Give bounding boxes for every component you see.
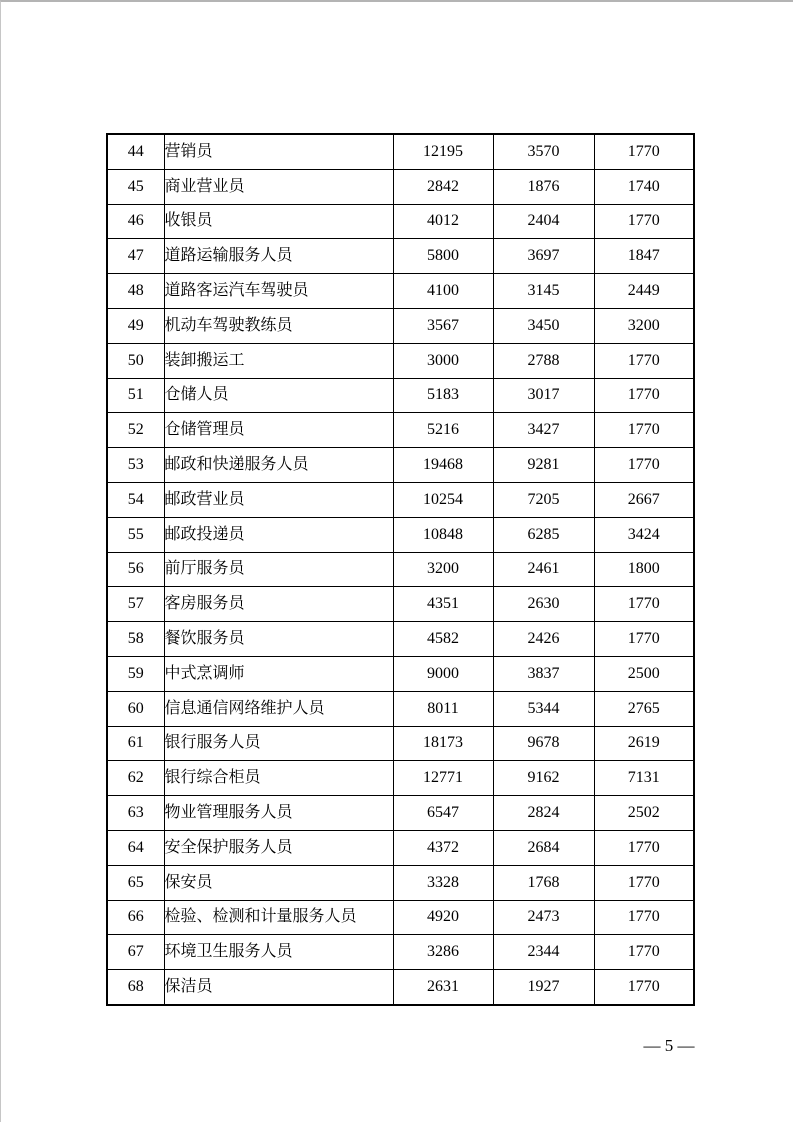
table-row [107, 378, 694, 413]
row-number-cell: 60 [107, 691, 164, 726]
occupation-cell: 前厅服务员 [164, 552, 393, 587]
value-cell: 2619 [594, 726, 694, 761]
value-cell: 2461 [493, 552, 594, 587]
value-cell: 1800 [594, 552, 694, 587]
value-cell: 2765 [594, 691, 694, 726]
value-cell: 3570 [493, 134, 594, 169]
table-row [107, 134, 694, 169]
value-cell: 1770 [594, 865, 694, 900]
value-cell: 4012 [393, 204, 493, 239]
occupation-cell: 物业管理服务人员 [164, 796, 393, 831]
row-number-cell: 47 [107, 239, 164, 274]
table-row [107, 517, 694, 552]
value-cell: 4351 [393, 587, 493, 622]
value-cell: 3427 [493, 413, 594, 448]
value-cell: 2842 [393, 169, 493, 204]
occupation-cell: 邮政营业员 [164, 482, 393, 517]
table-row [107, 204, 694, 239]
value-cell: 1770 [594, 587, 694, 622]
value-cell: 1770 [594, 343, 694, 378]
value-cell: 3424 [594, 517, 694, 552]
page-number: — 5 — [643, 1036, 695, 1055]
row-number-cell: 53 [107, 448, 164, 483]
value-cell: 1770 [594, 413, 694, 448]
value-cell: 3567 [393, 308, 493, 343]
value-cell: 9678 [493, 726, 594, 761]
value-cell: 1770 [594, 204, 694, 239]
row-number-cell: 49 [107, 308, 164, 343]
occupation-cell: 邮政和快递服务人员 [164, 448, 393, 483]
value-cell: 1770 [594, 134, 694, 169]
row-number-cell: 55 [107, 517, 164, 552]
table-row [107, 169, 694, 204]
table-row [107, 448, 694, 483]
value-cell: 1770 [594, 448, 694, 483]
value-cell: 2426 [493, 622, 594, 657]
occupation-cell: 检验、检测和计量服务人员 [164, 900, 393, 935]
occupation-cell: 安全保护服务人员 [164, 830, 393, 865]
value-cell: 1770 [594, 830, 694, 865]
row-number-cell: 62 [107, 761, 164, 796]
value-cell: 2404 [493, 204, 594, 239]
row-number-cell: 68 [107, 970, 164, 1005]
value-cell: 5183 [393, 378, 493, 413]
value-cell: 1770 [594, 970, 694, 1005]
value-cell: 8011 [393, 691, 493, 726]
occupation-cell: 保洁员 [164, 970, 393, 1005]
value-cell: 10848 [393, 517, 493, 552]
row-number-cell: 48 [107, 274, 164, 309]
value-cell: 3837 [493, 656, 594, 691]
value-cell: 10254 [393, 482, 493, 517]
occupation-cell: 银行综合柜员 [164, 761, 393, 796]
table-row [107, 970, 694, 1005]
value-cell: 5344 [493, 691, 594, 726]
row-number-cell: 58 [107, 622, 164, 657]
value-cell: 2473 [493, 900, 594, 935]
occupation-cell: 客房服务员 [164, 587, 393, 622]
occupation-cell: 信息通信网络维护人员 [164, 691, 393, 726]
value-cell: 1927 [493, 970, 594, 1005]
value-cell: 4372 [393, 830, 493, 865]
value-cell: 2500 [594, 656, 694, 691]
row-number-cell: 65 [107, 865, 164, 900]
value-cell: 2684 [493, 830, 594, 865]
value-cell: 4920 [393, 900, 493, 935]
value-cell: 7131 [594, 761, 694, 796]
value-cell: 7205 [493, 482, 594, 517]
value-cell: 1770 [594, 378, 694, 413]
value-cell: 1770 [594, 622, 694, 657]
table-row [107, 691, 694, 726]
value-cell: 9281 [493, 448, 594, 483]
table-row [107, 796, 694, 831]
value-cell: 6547 [393, 796, 493, 831]
value-cell: 2630 [493, 587, 594, 622]
occupation-cell: 餐饮服务员 [164, 622, 393, 657]
table-row [107, 865, 694, 900]
value-cell: 3450 [493, 308, 594, 343]
value-cell: 2449 [594, 274, 694, 309]
row-number-cell: 56 [107, 552, 164, 587]
value-cell: 5216 [393, 413, 493, 448]
occupation-cell: 银行服务人员 [164, 726, 393, 761]
occupation-cell: 仓储人员 [164, 378, 393, 413]
value-cell: 1770 [594, 935, 694, 970]
occupation-cell: 保安员 [164, 865, 393, 900]
row-number-cell: 67 [107, 935, 164, 970]
occupation-cell: 中式烹调师 [164, 656, 393, 691]
value-cell: 12771 [393, 761, 493, 796]
table-row [107, 900, 694, 935]
row-number-cell: 51 [107, 378, 164, 413]
row-number-cell: 45 [107, 169, 164, 204]
occupation-cell: 机动车驾驶教练员 [164, 308, 393, 343]
row-number-cell: 63 [107, 796, 164, 831]
row-number-cell: 52 [107, 413, 164, 448]
table-row [107, 274, 694, 309]
value-cell: 2824 [493, 796, 594, 831]
table-row [107, 343, 694, 378]
occupation-cell: 装卸搬运工 [164, 343, 393, 378]
value-cell: 2631 [393, 970, 493, 1005]
value-cell: 3145 [493, 274, 594, 309]
value-cell: 1768 [493, 865, 594, 900]
table-row [107, 726, 694, 761]
value-cell: 12195 [393, 134, 493, 169]
value-cell: 3286 [393, 935, 493, 970]
occupation-cell: 邮政投递员 [164, 517, 393, 552]
row-number-cell: 61 [107, 726, 164, 761]
table-row [107, 656, 694, 691]
table-row [107, 761, 694, 796]
value-cell: 1740 [594, 169, 694, 204]
value-cell: 2788 [493, 343, 594, 378]
row-number-cell: 46 [107, 204, 164, 239]
occupation-cell: 道路客运汽车驾驶员 [164, 274, 393, 309]
value-cell: 5800 [393, 239, 493, 274]
table-row [107, 935, 694, 970]
row-number-cell: 66 [107, 900, 164, 935]
row-number-cell: 57 [107, 587, 164, 622]
row-number-cell: 44 [107, 134, 164, 169]
occupation-cell: 道路运输服务人员 [164, 239, 393, 274]
value-cell: 3200 [393, 552, 493, 587]
value-cell: 3200 [594, 308, 694, 343]
value-cell: 3000 [393, 343, 493, 378]
value-cell: 1876 [493, 169, 594, 204]
table-row [107, 587, 694, 622]
row-number-cell: 54 [107, 482, 164, 517]
value-cell: 2502 [594, 796, 694, 831]
occupation-cell: 营销员 [164, 134, 393, 169]
table-row [107, 622, 694, 657]
table-row [107, 308, 694, 343]
value-cell: 4582 [393, 622, 493, 657]
table-row [107, 413, 694, 448]
value-cell: 2344 [493, 935, 594, 970]
occupation-cell: 商业营业员 [164, 169, 393, 204]
value-cell: 6285 [493, 517, 594, 552]
row-number-cell: 50 [107, 343, 164, 378]
value-cell: 3017 [493, 378, 594, 413]
occupation-cell: 收银员 [164, 204, 393, 239]
value-cell: 1847 [594, 239, 694, 274]
table-row [107, 830, 694, 865]
value-cell: 1770 [594, 900, 694, 935]
value-cell: 19468 [393, 448, 493, 483]
table-row [107, 482, 694, 517]
value-cell: 4100 [393, 274, 493, 309]
table-body [107, 134, 694, 1005]
occupation-salary-table [106, 133, 695, 1006]
occupation-cell: 环境卫生服务人员 [164, 935, 393, 970]
table-row [107, 552, 694, 587]
occupation-cell: 仓储管理员 [164, 413, 393, 448]
value-cell: 18173 [393, 726, 493, 761]
row-number-cell: 59 [107, 656, 164, 691]
value-cell: 9162 [493, 761, 594, 796]
value-cell: 3328 [393, 865, 493, 900]
value-cell: 3697 [493, 239, 594, 274]
row-number-cell: 64 [107, 830, 164, 865]
value-cell: 9000 [393, 656, 493, 691]
table-row [107, 239, 694, 274]
value-cell: 2667 [594, 482, 694, 517]
